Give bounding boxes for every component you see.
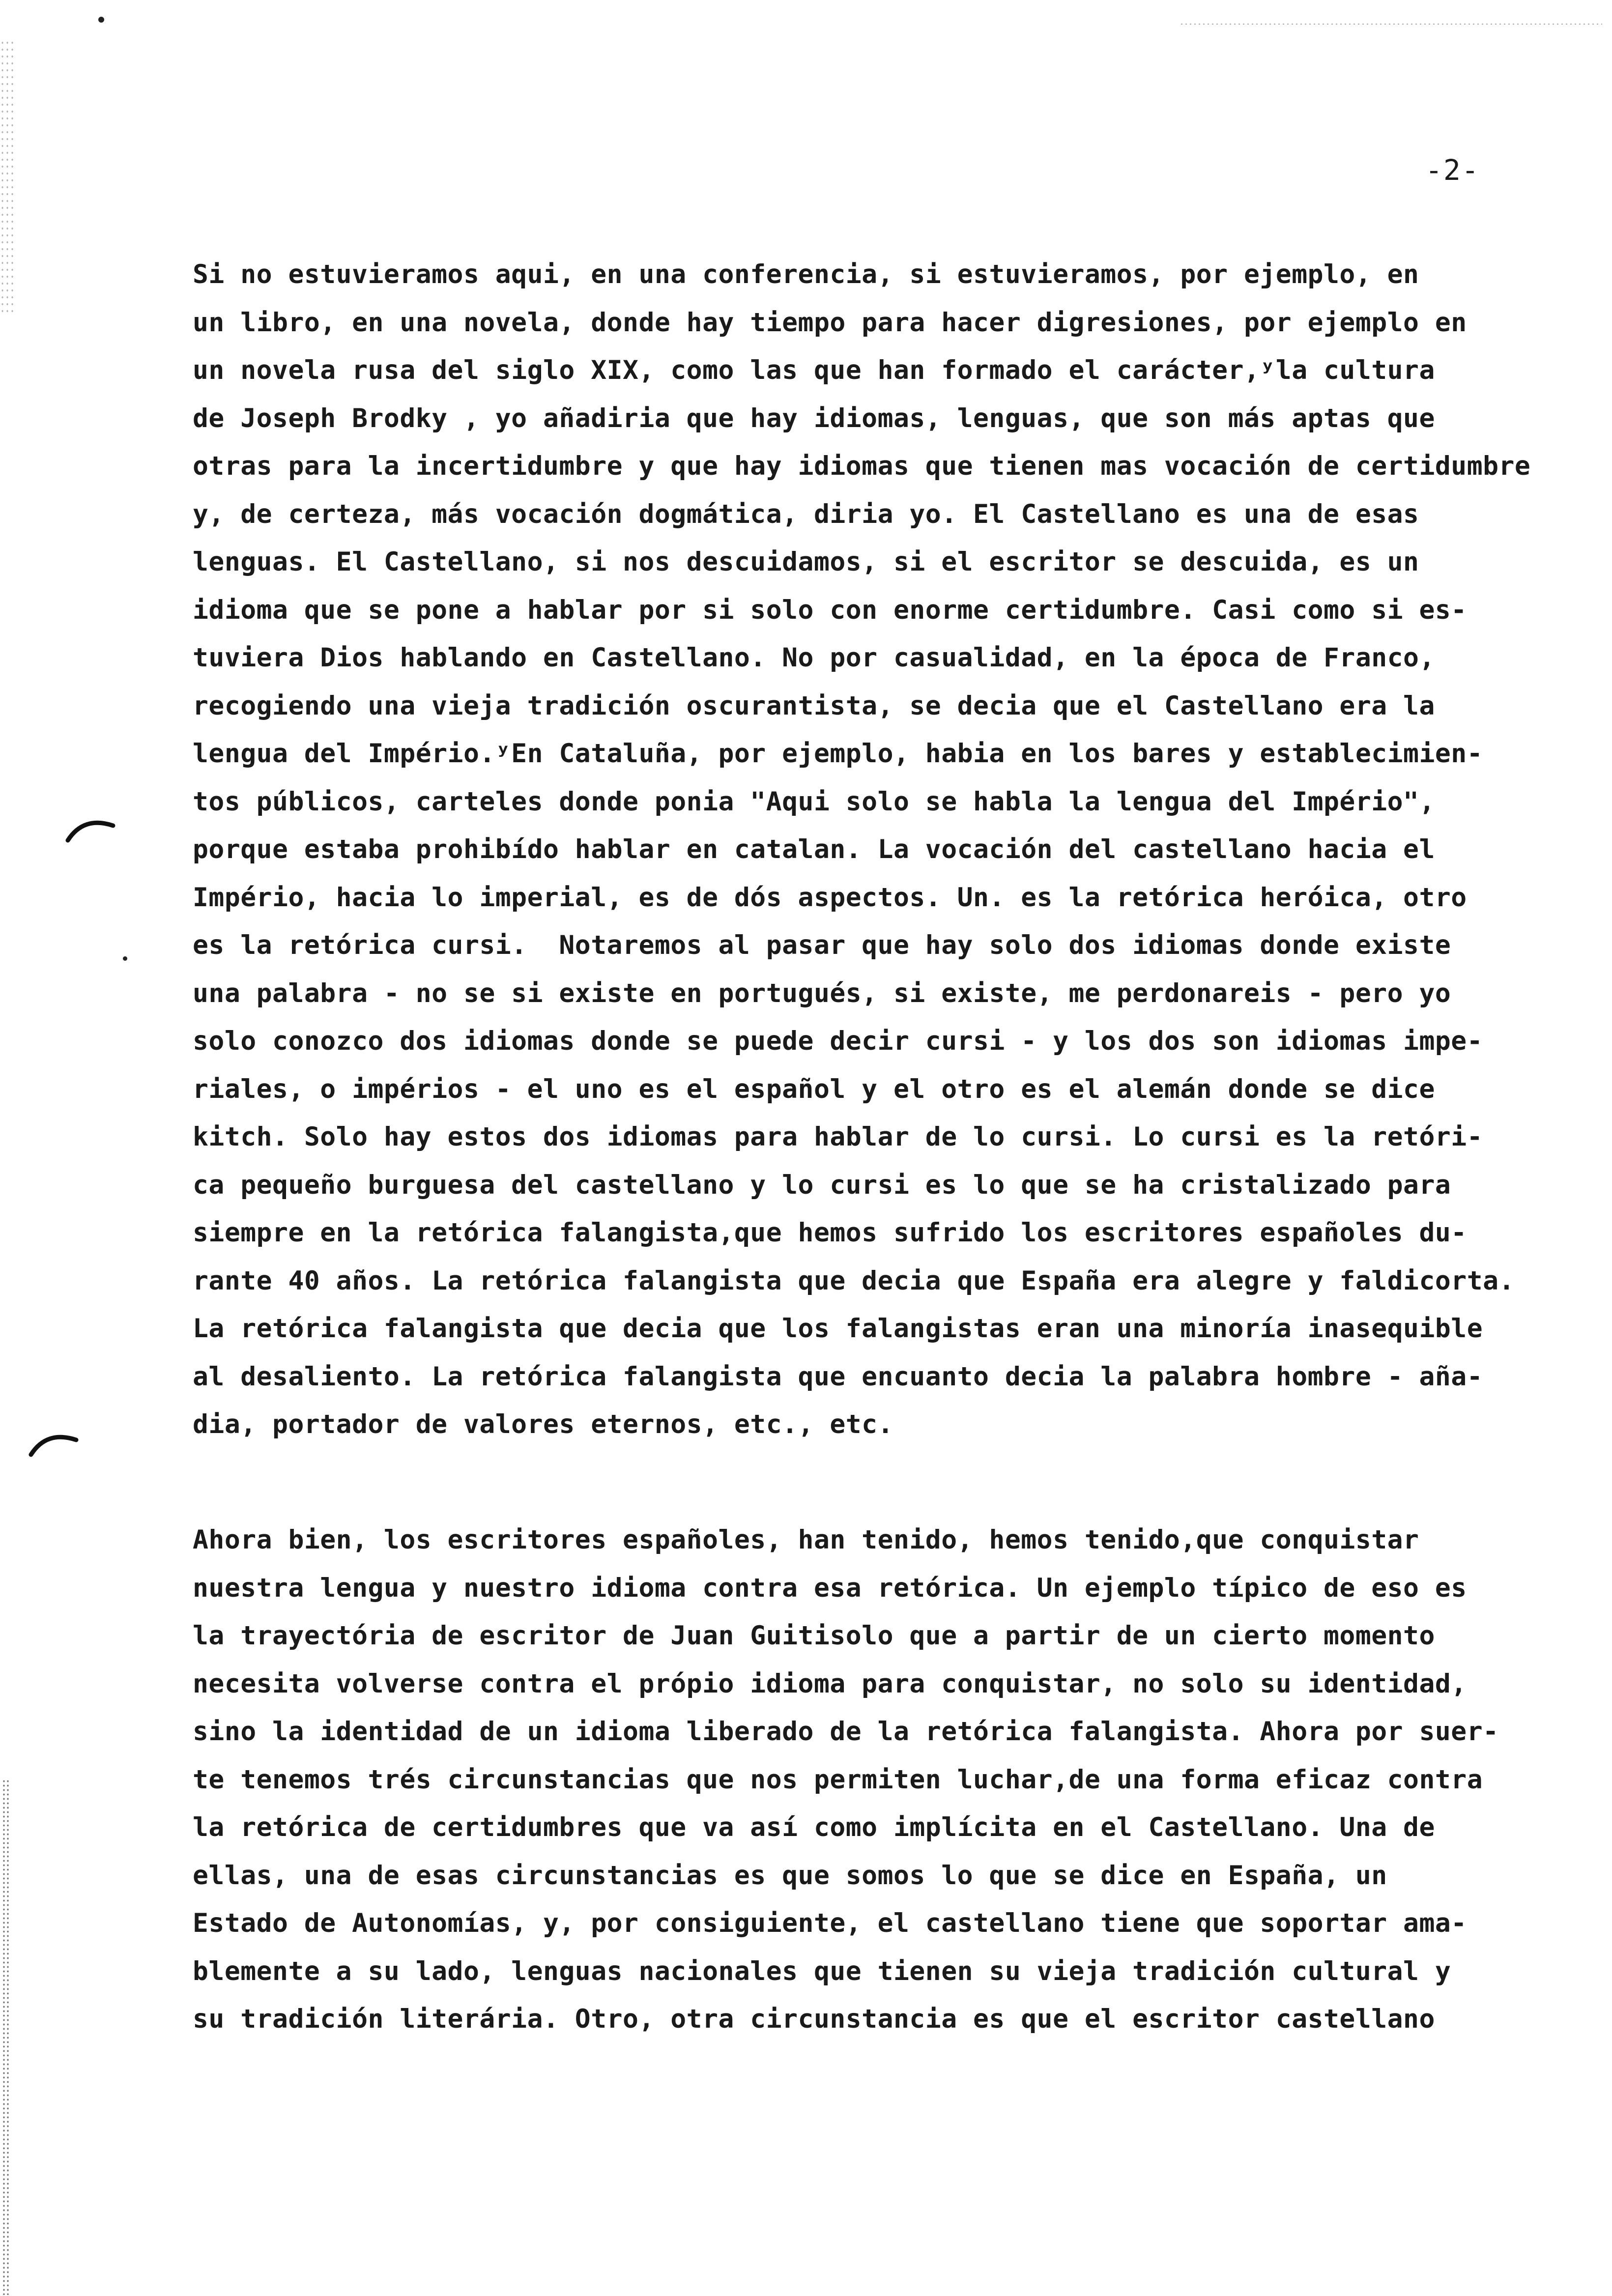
text-line: lenguas. El Castellano, si nos descuidamos, si el escritor se descuida, es un <box>193 547 1419 577</box>
page-number: -2- <box>1425 153 1480 187</box>
text-line: dia, portador de valores eternos, etc., etc. <box>193 1409 893 1439</box>
text-line: nuestra lengua y nuestro idioma contra esa retórica. Un ejemplo típico de eso es <box>193 1573 1467 1603</box>
text-line: un novela rusa del siglo XIX, como las que han formado el carácter,ʸla cultura <box>193 355 1435 385</box>
text-line: al desaliento. La retórica falangista que encuanto decia la palabra hombre - aña- <box>193 1361 1483 1392</box>
text-line: siempre en la retórica falangista,que hemos sufrido los escritores españoles du- <box>193 1218 1467 1248</box>
text-line: tuviera Dios hablando en Castellano. No por casualidad, en la época de Franco, <box>193 643 1435 673</box>
text-line: un libro, en una novela, donde hay tiempo para hacer digresiones, por ejemplo en <box>193 307 1467 338</box>
text-line: te tenemos trés circunstancias que nos permiten luchar,de una forma eficaz contra <box>193 1764 1483 1795</box>
scan-artifact-left-edge <box>2 1779 9 2295</box>
text-line: ca pequeño burguesa del castellano y lo cursi es lo que se ha cristalizado para <box>193 1170 1451 1200</box>
text-line: una palabra - no se si existe en portugués, si existe, me perdonareis - pero yo <box>193 978 1451 1008</box>
text-line: riales, o impérios - el uno es el español y el otro es el alemán donde se dice <box>193 1074 1435 1104</box>
text-line: y, de certeza, más vocación dogmática, diria yo. El Castellano es una de esas <box>193 499 1419 529</box>
text-line: solo conozco dos idiomas donde se puede decir cursi - y los dos son idiomas impe- <box>193 1026 1483 1056</box>
scan-speck <box>123 956 127 961</box>
margin-bracket-mark <box>64 811 118 850</box>
text-line: La retórica falangista que decia que los falangistas eran una minoría inasequible <box>193 1314 1483 1344</box>
scan-artifact-left-margin <box>0 39 15 315</box>
text-line: la retórica de certidumbres que va así como implícita en el Castellano. Una de <box>193 1812 1435 1842</box>
text-line: porque estaba prohibído hablar en catalan. La vocación del castellano hacia el <box>193 834 1435 864</box>
text-line: es la retórica cursi. Notaremos al pasar que hay solo dos idiomas donde existe <box>193 930 1451 960</box>
text-line: su tradición literária. Otro, otra circunstancia es que el escritor castellano <box>193 2004 1435 2034</box>
text-line: tos públicos, carteles donde ponia "Aqui solo se habla la lengua del Império", <box>193 786 1435 817</box>
text-line: rante 40 años. La retórica falangista que decia que España era alegre y faldicorta. <box>193 1265 1515 1296</box>
text-line: recogiendo una vieja tradición oscurantista, se decia que el Castellano era la <box>193 690 1435 721</box>
text-line: idioma que se pone a hablar por si solo con enorme certidumbre. Casi como si es- <box>193 595 1467 625</box>
paragraph <box>193 1516 1549 2043</box>
text-line: Ahora bien, los escritores españoles, han tenido, hemos tenido,que conquistar <box>193 1525 1419 1555</box>
margin-bracket-mark <box>27 1425 81 1464</box>
paragraph <box>193 251 1549 1449</box>
text-line: la trayectória de escritor de Juan Guitisolo que a partir de un cierto momento <box>193 1621 1435 1651</box>
text-line: Império, hacia lo imperial, es de dós aspectos. Un. es la retórica heróica, otro <box>193 882 1467 913</box>
text-line: Si no estuvieramos aqui, en una conferencia, si estuvieramos, por ejemplo, en <box>193 259 1419 289</box>
scan-speck <box>98 17 104 23</box>
text-line: Estado de Autonomías, y, por consiguiente, el castellano tiene que soportar ama- <box>193 1908 1467 1938</box>
text-line: blemente a su lado, lenguas nacionales que tienen su vieja tradición cultural y <box>193 1956 1451 1986</box>
text-line: otras para la incertidumbre y que hay idiomas que tienen mas vocación de certidumbre <box>193 451 1531 481</box>
text-line: de Joseph Brodky , yo añadiria que hay idiomas, lenguas, que son más aptas que <box>193 403 1435 433</box>
text-line: ellas, una de esas circunstancias es que somos lo que se dice en España, un <box>193 1860 1387 1891</box>
scan-artifact-top <box>1180 23 1602 27</box>
text-line: sino la identidad de un idioma liberado de la retórica falangista. Ahora por suer- <box>193 1717 1499 1747</box>
text-line: kitch. Solo hay estos dos idiomas para hablar de lo cursi. Lo cursi es la retóri- <box>193 1122 1483 1152</box>
text-line: necesita volverse contra el própio idioma para conquistar, no solo su identidad, <box>193 1668 1467 1699</box>
text-line: lengua del Império.ʸEn Cataluña, por ejemplo, habia en los bares y establecimien- <box>193 739 1483 769</box>
